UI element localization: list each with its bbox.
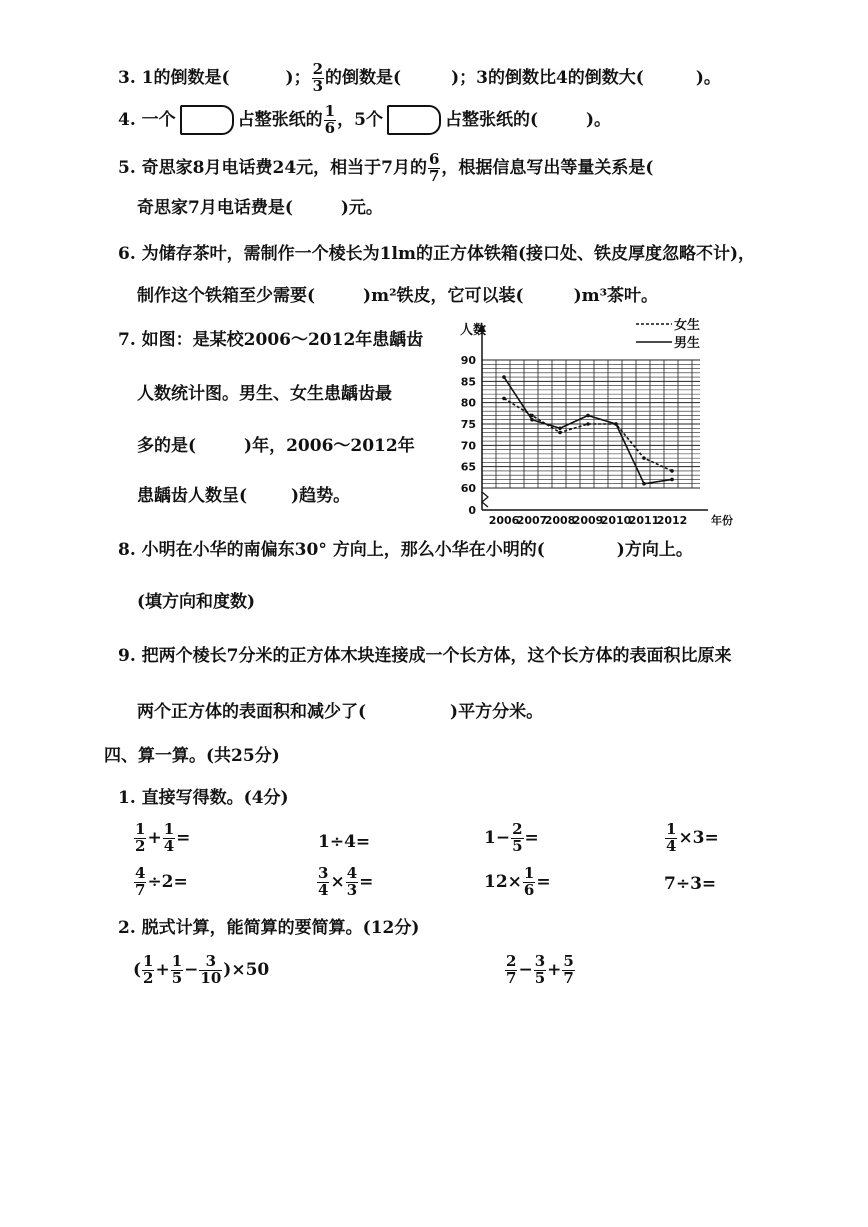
question-8-note: (填方向和度数) [137,592,256,612]
denominator: 2 [143,968,154,987]
calc-1 [133,954,269,987]
paren-open: ( [133,959,142,980]
q3-part-e: )；3的倒数比4的倒数大( [451,67,644,88]
denominator: 6 [324,118,336,137]
y-tick-label: 60 [460,482,476,495]
axis-break [482,492,488,507]
fraction [665,822,677,855]
paren-close: )×50 [223,959,270,980]
data-point [642,482,646,486]
expr-tail: ÷2= [147,871,188,892]
expr-2: 1÷4= [318,832,371,852]
fraction [163,822,175,855]
q5-text-b: ，根据信息写出等量关系是( [441,157,654,178]
q4-part-f: )。 [586,109,612,130]
y-tick-label: 65 [460,460,476,474]
q8-text-a: 8. 小明在小华的南偏东30° 方向上，那么小华在小明的( [118,540,545,560]
data-point [670,478,674,482]
question-9-line-1: 9. 把两个棱长7分米的正方体木块连接成一个长方体，这个长方体的表面积比原来 [118,646,732,666]
numerator: 3 [534,952,546,970]
numerator: 4 [135,864,146,882]
x-tick-label: 2012 [656,514,688,527]
numerator: 1 [523,864,535,882]
expr-7 [484,866,551,899]
data-point [614,422,618,426]
question-8 [118,540,693,560]
q7-text-a: 多的是( [137,436,197,456]
operator: − [184,959,199,980]
series-line-女生 [504,398,672,471]
legend-label: 女生 [674,318,701,333]
y-tick-label: 0 [468,504,476,517]
equals: = [176,827,191,848]
data-point [586,422,590,426]
y-tick-label: 85 [460,375,476,389]
question-7-line-4 [137,486,350,506]
fraction-2-3 [312,62,324,95]
denominator: 10 [200,968,222,987]
operator: − [518,959,533,980]
denominator: 7 [506,968,517,987]
fraction [523,866,535,899]
fraction [505,954,517,987]
denominator: 4 [163,836,175,855]
data-point [670,469,674,473]
operator: + [547,959,562,980]
data-point [502,397,506,401]
numerator: 2 [512,820,523,838]
expr-head: 1− [484,827,511,848]
denominator: 6 [523,880,535,899]
denominator: 4 [666,836,677,855]
fraction-1-6 [324,104,336,137]
question-9-line-2 [137,702,543,722]
operator: × [330,871,345,892]
expr-6 [316,866,373,899]
x-axis-label: 年份 [711,514,733,527]
x-tick-label: 2008 [544,514,576,527]
denominator: 2 [135,836,146,855]
numerator: 1 [143,952,154,970]
question-5-line-1 [118,152,653,185]
question-6-line-2 [137,286,658,306]
x-tick-label: 2011 [628,514,660,527]
q7-text-c: 患龋齿人数呈( [137,486,248,506]
series-line-男生 [504,377,672,484]
calc-2 [504,954,576,987]
data-point [502,375,506,379]
data-point [558,426,562,430]
x-tick-label: 2009 [572,514,604,527]
q4-part-a: 4. 一个 [118,109,176,130]
y-tick-label: 80 [460,396,476,410]
q3-part-b: )； [285,67,311,88]
section-4-title: 四、算一算。(共25分) [104,746,280,766]
q9-text-b: )平方分米。 [450,702,544,722]
equals: = [524,827,539,848]
numerator: 3 [199,954,222,971]
line-chart [452,318,752,533]
expr-tail: ×3= [678,827,719,848]
numerator: 4 [346,864,358,882]
data-point [586,414,590,418]
fraction [199,954,222,987]
fraction-6-7 [428,152,440,185]
question-4 [118,104,611,137]
denominator: 3 [312,76,324,95]
legend-label: 男生 [674,336,701,351]
equals: = [359,871,374,892]
expr-1 [133,822,190,855]
q4-part-e: 占整张纸的( [444,109,538,130]
numerator: 1 [171,952,183,970]
question-7-line-3 [137,436,415,456]
fraction [134,822,146,855]
numerator: 5 [563,952,574,970]
q6-text-c: )m³茶叶。 [573,286,659,306]
expr-5 [133,866,188,899]
q7-text-d: )趋势。 [291,486,351,506]
data-point [642,456,646,460]
expr-head: 12× [484,871,522,892]
fraction [317,866,329,899]
denominator: 4 [318,880,329,899]
fraction [511,822,523,855]
denominator: 5 [171,968,183,987]
numerator: 1 [163,820,175,838]
data-point [558,431,562,435]
operator: + [147,827,162,848]
q3-part-a: 3. 1的倒数是( [118,67,230,88]
numerator: 1 [324,102,336,120]
q5-text-c: 奇思家7月电话费是( [137,198,293,218]
q4-part-c: ，5个 [337,109,383,130]
question-6-line-1: 6. 为储存茶叶，需制作一个棱长为1lm的正方体铁箱(接口处、铁皮厚度忽略不计)， [118,244,756,264]
y-axis-label: 人数 [460,323,487,338]
part-1-title: 1. 直接写得数。(4分) [118,788,289,808]
fraction [134,866,146,899]
q5-text-a: 5. 奇思家8月电话费24元，相当于7月的 [118,157,427,178]
q8-text-b: )方向上。 [616,540,693,560]
expr-3 [484,822,539,855]
fraction [171,954,183,987]
paper-shape-icon [387,105,441,135]
q9-text-a: 两个正方体的表面积和减少了( [137,702,367,722]
question-3 [118,62,721,95]
q6-text-b: )m²铁皮，它可以装( [363,286,524,306]
q4-part-b: 占整张纸的 [237,109,323,130]
question-7-line-2: 人数统计图。男生、女生患龋齿最 [137,384,392,404]
denominator: 7 [563,968,574,987]
expr-8: 7÷3= [664,874,717,894]
paper-shape-icon [180,105,234,135]
q7-text-b: )年，2006～2012年 [244,436,415,456]
equals: = [536,871,551,892]
expr-4 [664,822,719,855]
denominator: 5 [534,968,546,987]
x-tick-label: 2006 [488,514,520,527]
y-tick-label: 75 [460,418,476,431]
numerator: 2 [312,60,324,78]
q3-part-c: 的倒数是( [325,67,402,88]
x-tick-label: 2010 [600,514,632,527]
denominator: 7 [135,880,146,899]
numerator: 1 [666,820,677,838]
numerator: 6 [428,150,440,168]
y-tick-label: 70 [460,439,476,453]
fraction [534,954,546,987]
part-2-title: 2. 脱式计算，能简算的要简算。(12分) [118,918,420,938]
operator: + [155,959,170,980]
numerator: 3 [318,864,329,882]
fraction [142,954,154,987]
chart-series [502,375,674,485]
denominator: 7 [428,166,440,185]
y-tick-label: 90 [460,354,476,367]
numerator: 2 [506,952,517,970]
q5-text-d: )元。 [340,198,383,218]
q3-part-f: )。 [695,67,721,88]
fraction [346,866,358,899]
numerator: 1 [135,820,146,838]
data-point [530,418,534,422]
denominator: 5 [512,836,523,855]
denominator: 3 [346,880,358,899]
fraction [562,954,574,987]
x-tick-label: 2007 [516,514,548,527]
question-5-line-2 [137,198,383,218]
q6-text-a: 制作这个铁箱至少需要( [137,286,316,306]
question-7-line-1: 7. 如图：是某校2006～2012年患龋齿 [118,330,424,350]
